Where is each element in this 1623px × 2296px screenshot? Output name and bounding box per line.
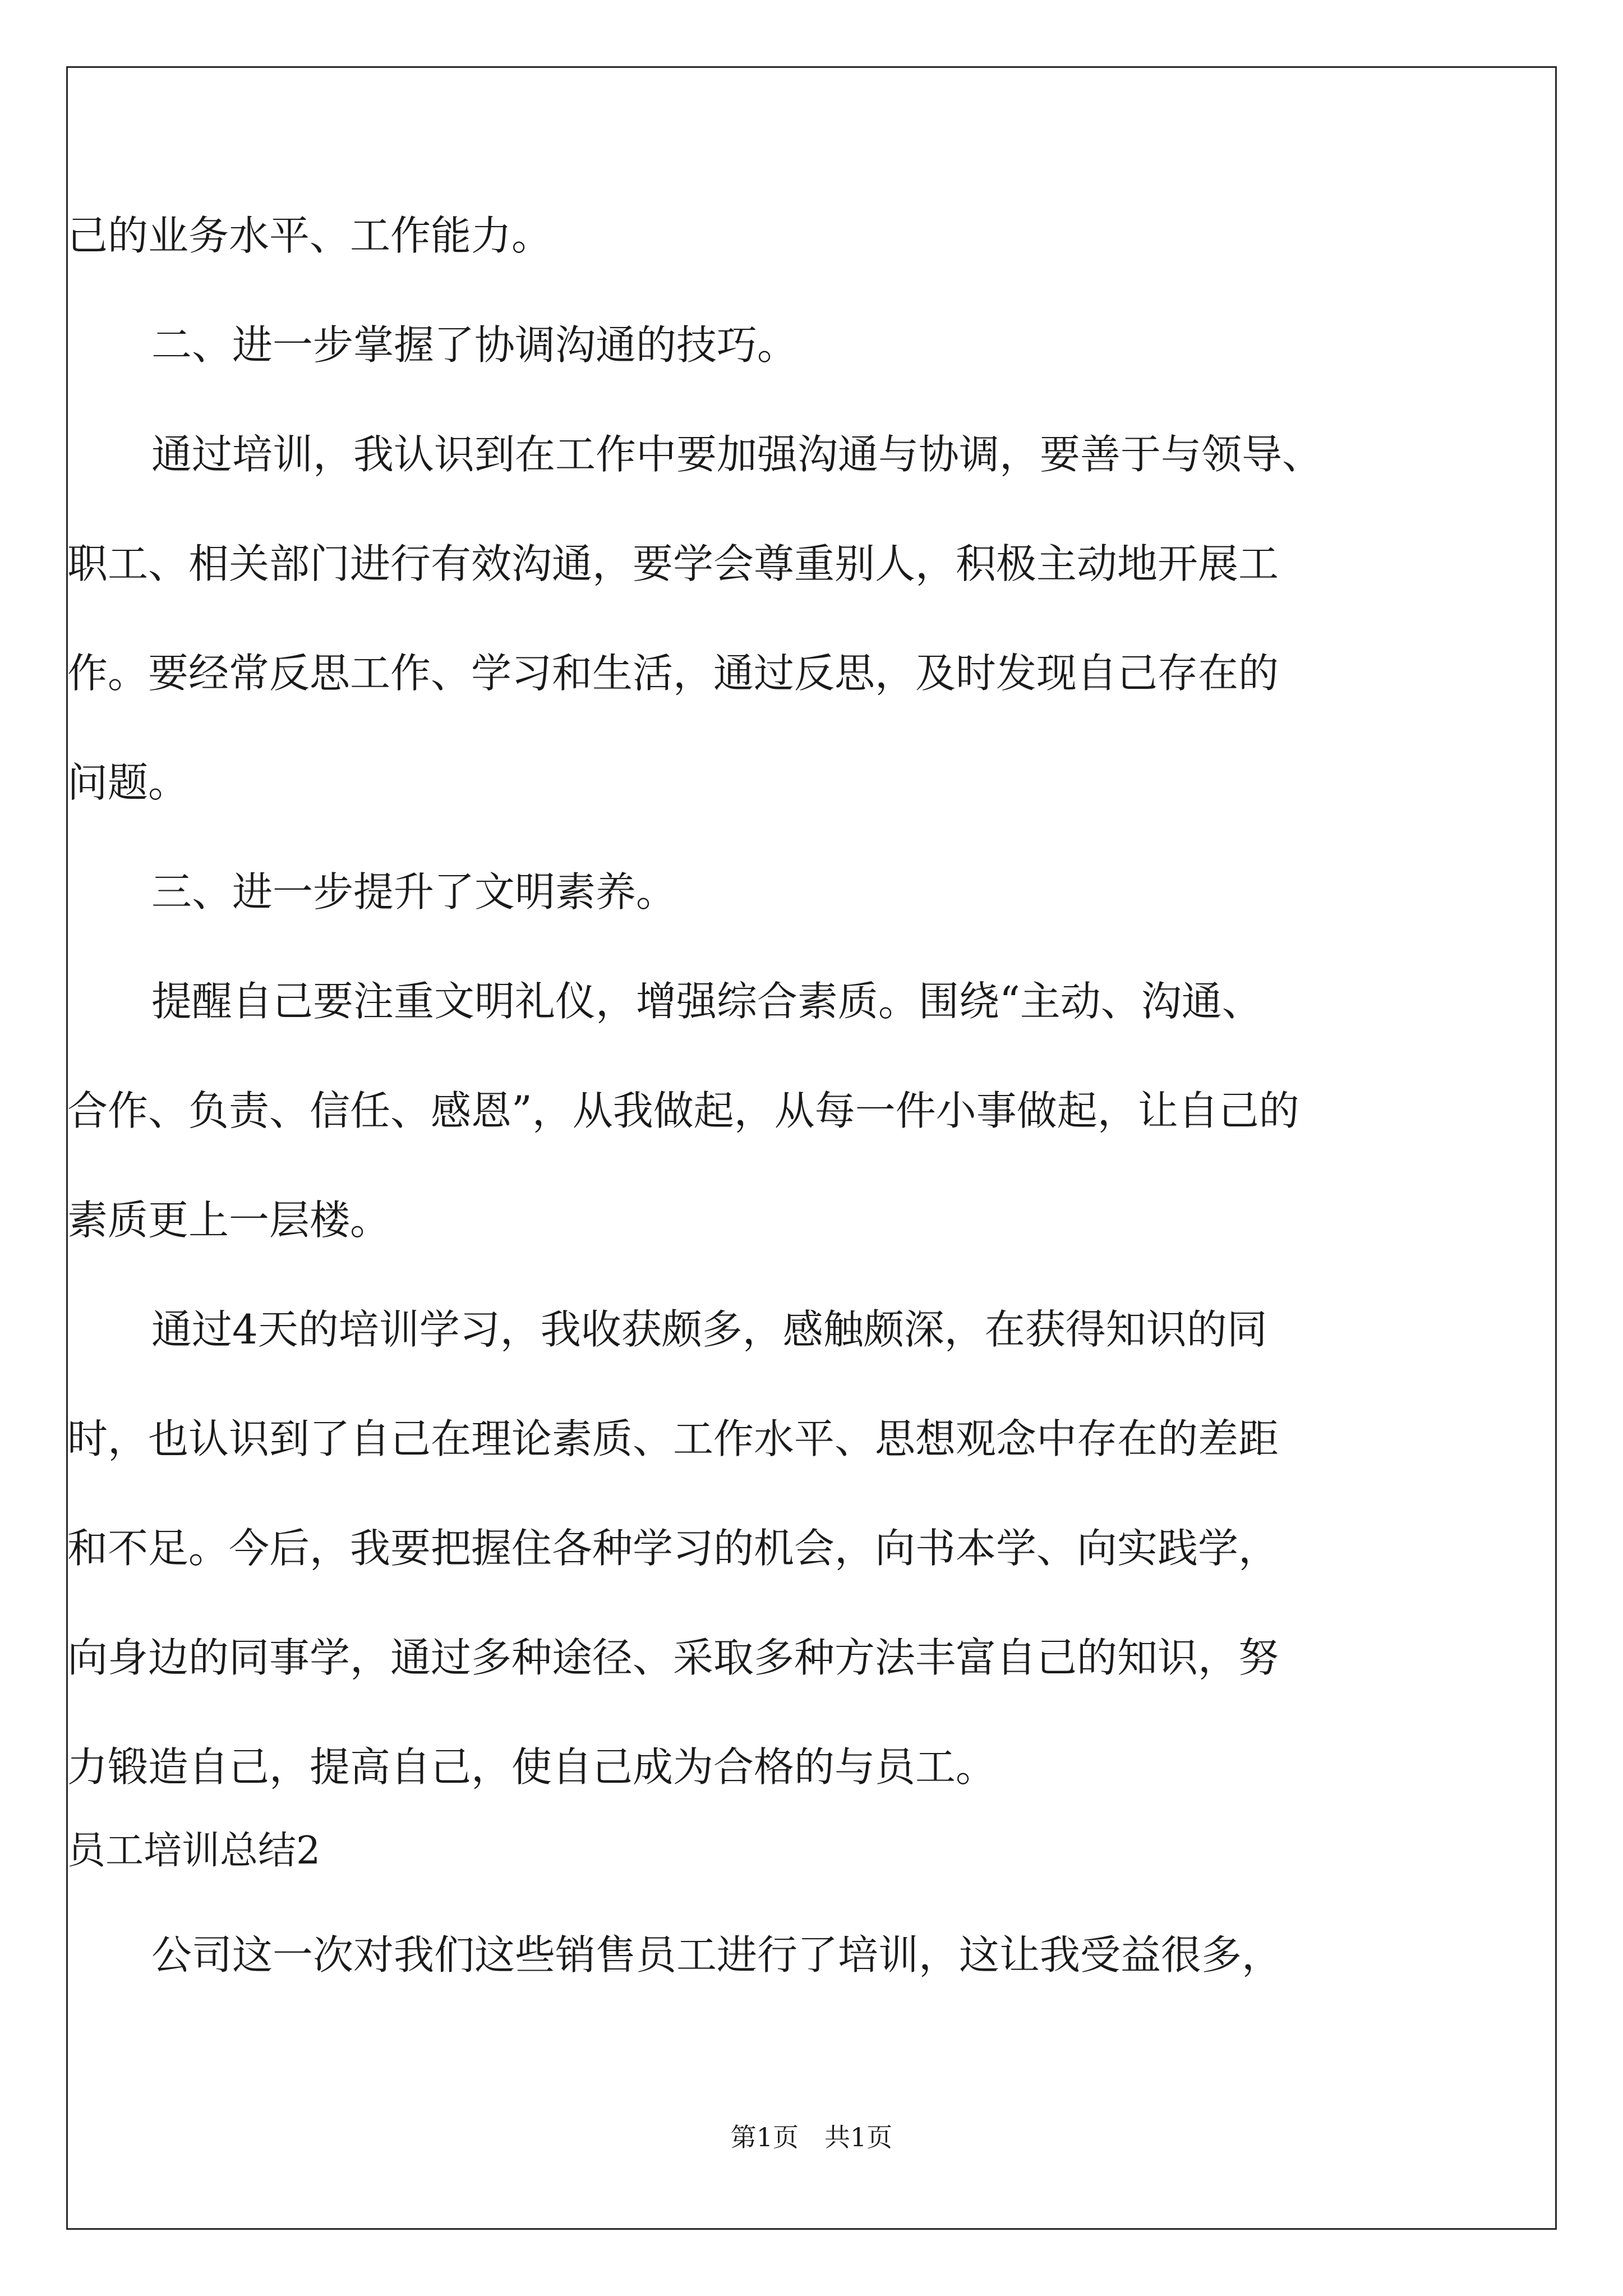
- page-footer: 第1页 共1页: [730, 2122, 893, 2152]
- text-line: 素质更上一层楼。: [67, 1197, 391, 1244]
- document-subtitle: 员工培训总结2: [67, 1829, 321, 1873]
- text-line: 通过培训，我认识到在工作中要加强沟通与协调，要善于与领导、: [151, 431, 1323, 478]
- text-line: 和不足。今后，我要把握住各种学习的机会，向书本学、向实践学，: [67, 1525, 1279, 1572]
- page-border: [66, 66, 1557, 2230]
- text-line: 问题。: [67, 759, 189, 806]
- text-line: 通过4天的培训学习，我收获颇多，感触颇深，在获得知识的同: [151, 1306, 1267, 1353]
- text-line: 合作、负责、信任、感恩”，从我做起，从每一件小事做起，让自己的: [67, 1087, 1299, 1134]
- text-line: 己的业务水平、工作能力。: [67, 212, 552, 259]
- text-line: 职工、相关部门进行有效沟通，要学会尊重别人，积极主动地开展工: [67, 540, 1279, 587]
- section-heading: 二、进一步掌握了协调沟通的技巧。: [151, 321, 798, 369]
- text-line: 向身边的同事学，通过多种途径、采取多种方法丰富自己的知识，努: [67, 1634, 1279, 1681]
- text-line: 公司这一次对我们这些销售员工进行了培训，这让我受益很多，: [151, 1931, 1283, 1978]
- text-line: 提醒自己要注重文明礼仪，增强综合素质。围绕“主动、沟通、: [151, 978, 1262, 1025]
- text-line: 时，也认识到了自己在理论素质、工作水平、思想观念中存在的差距: [67, 1415, 1279, 1462]
- text-line: 作。要经常反思工作、学习和生活，通过反思，及时发现自己存在的: [67, 650, 1279, 697]
- section-heading: 三、进一步提升了文明素养。: [151, 868, 677, 915]
- text-line: 力锻造自己，提高自己，使自己成为合格的与员工。: [67, 1743, 997, 1791]
